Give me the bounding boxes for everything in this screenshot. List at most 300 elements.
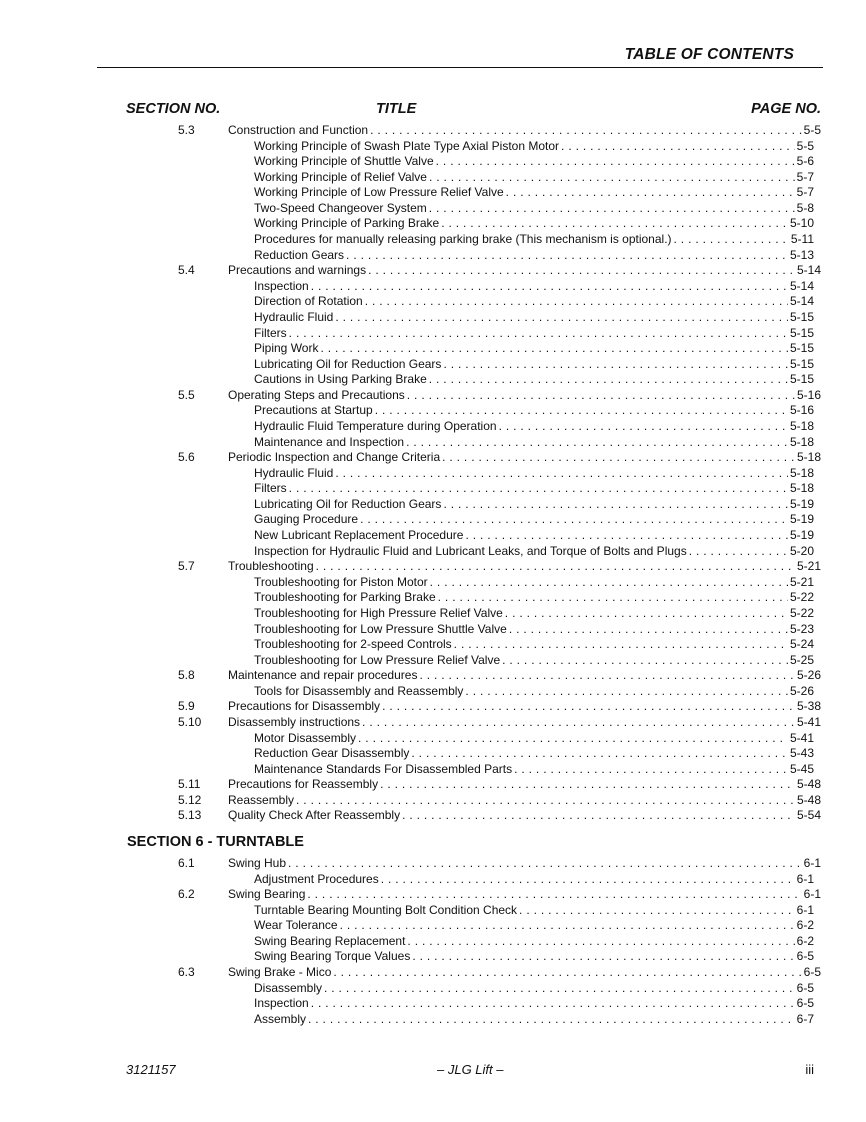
dot-leader bbox=[311, 996, 795, 1012]
dot-leader bbox=[335, 466, 788, 482]
toc-page-number[interactable]: 5-23 bbox=[789, 621, 814, 636]
toc-row[interactable] bbox=[0, 762, 866, 778]
toc-entry bbox=[254, 185, 814, 201]
toc-entry-title[interactable]: Troubleshooting for High Pressure Relief Valve bbox=[254, 605, 503, 620]
toc-page-number[interactable]: 5-25 bbox=[789, 652, 814, 667]
toc-row[interactable] bbox=[0, 996, 866, 1012]
toc-page-number[interactable]: 5-14 bbox=[789, 294, 814, 309]
toc-section-number: 5.9 bbox=[178, 699, 195, 714]
toc-entry-title[interactable]: Troubleshooting bbox=[228, 559, 314, 574]
toc-row[interactable] bbox=[0, 123, 866, 139]
toc-entry bbox=[254, 949, 814, 965]
toc-row[interactable] bbox=[0, 731, 866, 747]
toc-entry bbox=[254, 248, 814, 264]
dot-leader bbox=[689, 544, 788, 560]
toc-page-number[interactable]: 5-38 bbox=[796, 699, 821, 714]
toc-row[interactable] bbox=[0, 746, 866, 762]
section-heading-row bbox=[0, 824, 866, 854]
toc-entry-title[interactable]: Piping Work bbox=[254, 341, 319, 356]
toc-entry-title[interactable]: Assembly bbox=[254, 1011, 307, 1026]
toc-page-number[interactable]: 5-5 bbox=[796, 138, 814, 153]
dot-leader bbox=[514, 762, 788, 778]
toc-page-number[interactable]: 5-14 bbox=[789, 278, 814, 293]
toc-row[interactable] bbox=[0, 481, 866, 497]
toc-entry-title[interactable]: Troubleshooting for Parking Brake bbox=[254, 590, 436, 605]
toc-entry bbox=[254, 170, 814, 186]
toc-row[interactable] bbox=[0, 232, 866, 248]
dot-leader bbox=[382, 699, 795, 715]
toc-page-number[interactable]: 5-18 bbox=[789, 418, 814, 433]
toc-page-number[interactable]: 5-41 bbox=[789, 730, 814, 745]
toc-section-number: 6.1 bbox=[178, 856, 195, 871]
toc-entry-title[interactable]: Wear Tolerance bbox=[254, 918, 338, 933]
dot-leader bbox=[509, 622, 788, 638]
toc-entry-title[interactable]: Hydraulic Fluid Temperature during Operation bbox=[254, 418, 497, 433]
toc-row[interactable] bbox=[0, 637, 866, 653]
dot-leader bbox=[346, 248, 788, 264]
toc-entry-title[interactable]: Working Principle of Low Pressure Relief Valve bbox=[254, 185, 504, 200]
toc-page-number[interactable]: 6-1 bbox=[803, 856, 821, 871]
dot-leader bbox=[441, 216, 788, 232]
toc-row[interactable] bbox=[0, 528, 866, 544]
toc-entry bbox=[228, 123, 821, 139]
toc-row[interactable] bbox=[0, 403, 866, 419]
toc-entry bbox=[254, 528, 814, 544]
toc-entry bbox=[254, 201, 814, 217]
dot-leader bbox=[360, 512, 788, 528]
toc-group-section-6 bbox=[0, 856, 866, 1027]
toc-entry-title[interactable]: Maintenance and Inspection bbox=[254, 434, 405, 449]
dot-leader bbox=[429, 170, 795, 186]
toc-entry-title[interactable]: Lubricating Oil for Reduction Gears bbox=[254, 356, 442, 371]
toc-entry bbox=[254, 512, 814, 528]
toc-row[interactable] bbox=[0, 263, 866, 279]
toc-entry bbox=[228, 388, 821, 404]
toc-page-number[interactable]: 5-15 bbox=[789, 325, 814, 340]
dot-leader bbox=[407, 388, 795, 404]
toc-entry-title[interactable]: Reduction Gears bbox=[254, 247, 345, 262]
toc-entry bbox=[254, 903, 814, 919]
toc-page-number[interactable]: 5-19 bbox=[789, 512, 814, 527]
toc-entry bbox=[228, 668, 821, 684]
dot-leader bbox=[407, 934, 794, 950]
toc-entry-title[interactable]: Troubleshooting for Low Pressure Shuttle Valve bbox=[254, 621, 507, 636]
toc-page-number[interactable]: 5-6 bbox=[796, 154, 814, 169]
dot-leader bbox=[519, 903, 795, 919]
toc-row[interactable] bbox=[0, 856, 866, 872]
toc-section-number: 5.5 bbox=[178, 387, 195, 402]
toc-page-number[interactable]: 6-7 bbox=[796, 1011, 814, 1026]
toc-entry bbox=[254, 310, 814, 326]
toc-row[interactable] bbox=[0, 575, 866, 591]
toc-entry bbox=[254, 341, 814, 357]
toc-row[interactable] bbox=[0, 559, 866, 575]
toc-row[interactable] bbox=[0, 934, 866, 950]
toc-row[interactable] bbox=[0, 201, 866, 217]
dot-leader bbox=[674, 232, 789, 248]
toc-entry-title[interactable]: Precautions at Startup bbox=[254, 403, 373, 418]
dot-leader bbox=[358, 731, 788, 747]
toc-entry bbox=[254, 403, 814, 419]
toc-page-number[interactable]: 5-14 bbox=[796, 263, 821, 278]
toc-row[interactable] bbox=[0, 684, 866, 700]
dot-leader bbox=[365, 294, 788, 310]
toc-row[interactable] bbox=[0, 949, 866, 965]
toc-entry-title[interactable]: Swing Hub bbox=[228, 856, 287, 871]
toc-entry-title[interactable]: Maintenance and repair procedures bbox=[228, 668, 418, 683]
toc-page-number[interactable]: 5-18 bbox=[789, 465, 814, 480]
toc-row[interactable] bbox=[0, 1012, 866, 1028]
toc-page-number[interactable]: 5-26 bbox=[789, 683, 814, 698]
toc-page-number[interactable]: 5-22 bbox=[789, 590, 814, 605]
toc-page-number[interactable]: 5-18 bbox=[789, 434, 814, 449]
toc-row[interactable] bbox=[0, 544, 866, 560]
toc-row[interactable] bbox=[0, 310, 866, 326]
toc-page-number[interactable]: 5-15 bbox=[789, 356, 814, 371]
dot-leader bbox=[308, 1012, 795, 1028]
toc-page-number[interactable]: 6-1 bbox=[803, 887, 821, 902]
toc-entry bbox=[254, 357, 814, 373]
toc-section-number: 5.4 bbox=[178, 263, 195, 278]
toc-page-number[interactable]: 5-43 bbox=[789, 746, 814, 761]
toc-entry bbox=[254, 544, 814, 560]
toc-row[interactable] bbox=[0, 887, 866, 903]
dot-leader bbox=[465, 528, 788, 544]
toc-page-number[interactable]: 5-8 bbox=[796, 200, 814, 215]
toc-entry bbox=[254, 575, 814, 591]
header-divider bbox=[97, 67, 823, 68]
toc-entry bbox=[254, 1012, 814, 1028]
toc-entry bbox=[254, 435, 814, 451]
toc-page-number[interactable]: 5-21 bbox=[796, 559, 821, 574]
dot-leader bbox=[442, 450, 795, 466]
toc-entry-title[interactable]: Disassembly bbox=[254, 980, 323, 995]
toc-entry-title[interactable]: Swing Brake - Mico bbox=[228, 965, 332, 980]
toc-entry-title[interactable]: Direction of Rotation bbox=[254, 294, 363, 309]
toc-row[interactable] bbox=[0, 606, 866, 622]
dot-leader bbox=[502, 653, 788, 669]
toc-row[interactable] bbox=[0, 435, 866, 451]
toc-row[interactable] bbox=[0, 326, 866, 342]
toc-entry bbox=[254, 606, 814, 622]
toc-entry bbox=[254, 762, 814, 778]
column-heading-title: TITLE bbox=[376, 101, 417, 117]
toc-entry-title[interactable]: Hydraulic Fluid bbox=[254, 309, 334, 324]
toc-entry-title[interactable]: Working Principle of Shuttle Valve bbox=[254, 154, 434, 169]
toc-row[interactable] bbox=[0, 668, 866, 684]
dot-leader bbox=[375, 403, 788, 419]
toc-row[interactable] bbox=[0, 622, 866, 638]
toc-row[interactable] bbox=[0, 590, 866, 606]
column-heading-page: PAGE NO. bbox=[751, 101, 821, 117]
toc-entry-title[interactable]: Working Principle of Parking Brake bbox=[254, 216, 440, 231]
dot-leader bbox=[443, 357, 788, 373]
toc-section-number: 5.13 bbox=[178, 808, 202, 823]
toc-row[interactable] bbox=[0, 466, 866, 482]
toc-entry bbox=[254, 232, 814, 248]
toc-entry bbox=[254, 684, 814, 700]
toc-page-number[interactable]: 5-18 bbox=[789, 481, 814, 496]
dot-leader bbox=[561, 139, 795, 155]
toc-entry-title[interactable]: Swing Bearing Torque Values bbox=[254, 949, 411, 964]
toc-row[interactable] bbox=[0, 497, 866, 513]
toc-entry-title[interactable]: Disassembly instructions bbox=[228, 714, 361, 729]
toc-entry-title[interactable]: Troubleshooting for 2-speed Controls bbox=[254, 637, 452, 652]
toc-row[interactable] bbox=[0, 715, 866, 731]
toc-entry-title[interactable]: Inspection bbox=[254, 278, 309, 293]
dot-leader bbox=[411, 746, 788, 762]
toc-entry bbox=[254, 481, 814, 497]
toc-entry-title[interactable]: Inspection for Hydraulic Fluid and Lubricant Leaks, and Torque of Bolts and Plugs bbox=[254, 543, 687, 558]
toc-entry-title[interactable]: Quality Check After Reassembly bbox=[228, 808, 401, 823]
toc-entry-title[interactable]: Operating Steps and Precautions bbox=[228, 387, 405, 402]
toc-entry bbox=[228, 965, 821, 981]
toc-section-number: 6.3 bbox=[178, 965, 195, 980]
column-heading-section: SECTION NO. bbox=[126, 101, 221, 117]
toc-page-number[interactable]: 6-1 bbox=[796, 871, 814, 886]
toc-row[interactable] bbox=[0, 653, 866, 669]
toc-entry bbox=[228, 715, 821, 731]
toc-entry bbox=[228, 263, 821, 279]
toc-page-number[interactable]: 5-13 bbox=[789, 247, 814, 262]
dot-leader bbox=[311, 279, 788, 295]
toc-entry bbox=[254, 497, 814, 513]
toc-page-number[interactable]: 5-26 bbox=[796, 668, 821, 683]
toc-page-number[interactable]: 5-48 bbox=[796, 777, 821, 792]
toc-page-number[interactable]: 5-7 bbox=[796, 185, 814, 200]
toc-entry-title[interactable]: Swing Bearing Replacement bbox=[254, 933, 406, 948]
toc-row[interactable] bbox=[0, 341, 866, 357]
toc-entry-title[interactable]: Precautions for Disassembly bbox=[228, 699, 381, 714]
toc-entry-title[interactable]: Working Principle of Relief Valve bbox=[254, 169, 427, 184]
dot-leader bbox=[324, 981, 795, 997]
toc-page-number[interactable]: 5-5 bbox=[803, 123, 821, 137]
dot-leader bbox=[381, 872, 795, 888]
toc-section-number: 5.7 bbox=[178, 559, 195, 574]
toc-entry-title[interactable]: Precautions for Reassembly bbox=[228, 777, 379, 792]
toc-entry bbox=[228, 808, 821, 824]
toc-page-number[interactable]: 5-11 bbox=[790, 232, 814, 247]
toc-row[interactable] bbox=[0, 903, 866, 919]
dot-leader bbox=[402, 808, 795, 824]
toc-page-number[interactable]: 5-7 bbox=[796, 169, 814, 184]
toc-page-number[interactable]: 5-22 bbox=[789, 605, 814, 620]
toc-row[interactable] bbox=[0, 185, 866, 201]
toc-entry bbox=[254, 622, 814, 638]
toc-entry bbox=[254, 653, 814, 669]
dot-leader bbox=[296, 793, 795, 809]
toc-entry bbox=[254, 637, 814, 653]
toc-page-number[interactable]: 6-5 bbox=[803, 965, 821, 980]
toc-entry bbox=[254, 466, 814, 482]
toc-entry-title[interactable]: Motor Disassembly bbox=[254, 730, 357, 745]
toc-row[interactable] bbox=[0, 170, 866, 186]
toc-row[interactable] bbox=[0, 154, 866, 170]
table-of-contents bbox=[0, 123, 866, 1027]
dot-leader bbox=[289, 481, 788, 497]
toc-row[interactable] bbox=[0, 981, 866, 997]
toc-entry bbox=[254, 731, 814, 747]
dot-leader bbox=[443, 497, 788, 513]
toc-entry-title[interactable]: Turntable Bearing Mounting Bolt Condition Check bbox=[254, 902, 518, 917]
toc-page-number[interactable]: 5-15 bbox=[789, 309, 814, 324]
toc-section-number: 5.12 bbox=[178, 792, 202, 807]
toc-page-number[interactable]: 5-48 bbox=[796, 792, 821, 807]
dot-leader bbox=[454, 637, 788, 653]
footer-page-number: iii bbox=[805, 1062, 814, 1077]
toc-section-number: 5.6 bbox=[178, 450, 195, 465]
toc-page-number[interactable]: 5-16 bbox=[789, 403, 814, 418]
toc-row[interactable] bbox=[0, 793, 866, 809]
toc-entry bbox=[254, 139, 814, 155]
toc-section-number: 5.10 bbox=[178, 714, 202, 729]
toc-entry bbox=[254, 216, 814, 232]
toc-section-number: 5.3 bbox=[178, 123, 195, 137]
toc-page-number[interactable]: 5-54 bbox=[796, 808, 821, 823]
toc-entry bbox=[228, 856, 821, 872]
toc-entry-title[interactable]: Cautions in Using Parking Brake bbox=[254, 372, 427, 387]
dot-leader bbox=[307, 887, 801, 903]
toc-page-number[interactable]: 5-24 bbox=[789, 637, 814, 652]
toc-entry bbox=[228, 559, 821, 575]
page-header-title: TABLE OF CONTENTS bbox=[624, 46, 794, 63]
toc-entry-title[interactable]: Troubleshooting for Low Pressure Relief Valve bbox=[254, 652, 501, 667]
toc-entry-title[interactable]: Gauging Procedure bbox=[254, 512, 359, 527]
toc-entry-title[interactable]: Construction and Function bbox=[228, 123, 369, 137]
toc-entry-title[interactable]: Troubleshooting for Piston Motor bbox=[254, 574, 428, 589]
toc-row[interactable] bbox=[0, 699, 866, 715]
toc-entry bbox=[228, 887, 821, 903]
toc-entry-title[interactable]: Precautions and warnings bbox=[228, 263, 367, 278]
footer-doc-number: 3121157 bbox=[126, 1062, 176, 1077]
dot-leader bbox=[436, 154, 795, 170]
toc-entry-title[interactable]: Working Principle of Swash Plate Type Axial Piston Motor bbox=[254, 138, 560, 153]
toc-entry bbox=[228, 450, 821, 466]
toc-entry bbox=[254, 934, 814, 950]
toc-page-number[interactable]: 5-21 bbox=[789, 574, 814, 589]
dot-leader bbox=[362, 715, 795, 731]
toc-page-number[interactable]: 5-20 bbox=[789, 543, 814, 558]
dot-leader bbox=[406, 435, 788, 451]
toc-entry bbox=[254, 326, 814, 342]
toc-entry bbox=[228, 699, 821, 715]
toc-section-number: 5.11 bbox=[178, 777, 201, 792]
dot-leader bbox=[370, 123, 802, 139]
dot-leader bbox=[333, 965, 801, 981]
toc-page-number[interactable]: 5-19 bbox=[789, 528, 814, 543]
dot-leader bbox=[506, 185, 795, 201]
toc-page-number[interactable]: 5-15 bbox=[789, 341, 814, 356]
toc-page-number[interactable]: 6-5 bbox=[796, 980, 814, 995]
toc-entry bbox=[254, 996, 814, 1012]
toc-entry bbox=[254, 419, 814, 435]
toc-row[interactable] bbox=[0, 419, 866, 435]
toc-page-number[interactable]: 6-2 bbox=[796, 933, 814, 948]
toc-row[interactable] bbox=[0, 808, 866, 824]
toc-row[interactable] bbox=[0, 248, 866, 264]
toc-row[interactable] bbox=[0, 512, 866, 528]
footer-publisher: – JLG Lift – bbox=[437, 1062, 504, 1077]
toc-row[interactable] bbox=[0, 279, 866, 295]
toc-page-number[interactable]: 5-15 bbox=[789, 372, 814, 387]
toc-entry bbox=[254, 872, 814, 888]
toc-row[interactable] bbox=[0, 965, 866, 981]
toc-entry-title[interactable]: Swing Bearing bbox=[228, 887, 306, 902]
toc-group-section-5 bbox=[0, 123, 866, 824]
toc-entry-title[interactable]: Filters bbox=[254, 481, 287, 496]
toc-entry bbox=[254, 154, 814, 170]
toc-entry-title[interactable]: Hydraulic Fluid bbox=[254, 465, 334, 480]
toc-entry-title[interactable]: Adjustment Procedures bbox=[254, 871, 379, 886]
toc-row[interactable] bbox=[0, 918, 866, 934]
toc-row[interactable] bbox=[0, 777, 866, 793]
toc-entry-title[interactable]: Two-Speed Changeover System bbox=[254, 200, 427, 215]
toc-entry bbox=[228, 777, 821, 793]
toc-section-number: 6.2 bbox=[178, 887, 195, 902]
toc-entry bbox=[254, 918, 814, 934]
toc-section-number: 5.8 bbox=[178, 668, 195, 683]
toc-row[interactable] bbox=[0, 357, 866, 373]
toc-row[interactable] bbox=[0, 139, 866, 155]
toc-entry-title[interactable]: New Lubricant Replacement Procedure bbox=[254, 528, 464, 543]
toc-page-number[interactable]: 6-5 bbox=[796, 996, 814, 1011]
toc-entry-title[interactable]: Periodic Inspection and Change Criteria bbox=[228, 450, 441, 465]
toc-entry-title[interactable]: Tools for Disassembly and Reassembly bbox=[254, 683, 464, 698]
dot-leader bbox=[335, 310, 788, 326]
toc-row[interactable] bbox=[0, 450, 866, 466]
toc-page-number[interactable]: 5-16 bbox=[796, 387, 821, 402]
dot-leader bbox=[465, 684, 788, 700]
toc-entry-title[interactable]: Filters bbox=[254, 325, 287, 340]
dot-leader bbox=[429, 201, 795, 217]
toc-page-number[interactable]: 6-2 bbox=[796, 918, 814, 933]
toc-entry bbox=[254, 372, 814, 388]
dot-leader bbox=[419, 668, 795, 684]
toc-entry bbox=[254, 590, 814, 606]
toc-page-number[interactable]: 5-41 bbox=[796, 714, 821, 729]
toc-entry-title[interactable]: Reassembly bbox=[228, 792, 295, 807]
toc-entry-title[interactable]: Reduction Gear Disassembly bbox=[254, 746, 410, 761]
toc-entry bbox=[254, 279, 814, 295]
toc-entry-title[interactable]: Inspection bbox=[254, 996, 309, 1011]
dot-leader bbox=[430, 575, 788, 591]
toc-entry bbox=[228, 793, 821, 809]
toc-row[interactable] bbox=[0, 294, 866, 310]
toc-page-number[interactable]: 5-18 bbox=[796, 450, 821, 465]
toc-entry bbox=[254, 294, 814, 310]
toc-row[interactable] bbox=[0, 216, 866, 232]
toc-row[interactable] bbox=[0, 372, 866, 388]
dot-leader bbox=[288, 856, 802, 872]
dot-leader bbox=[499, 419, 788, 435]
toc-page-number[interactable]: 5-10 bbox=[789, 216, 814, 231]
dot-leader bbox=[340, 918, 795, 934]
toc-page-number[interactable]: 6-5 bbox=[796, 949, 814, 964]
toc-page-number[interactable]: 6-1 bbox=[796, 902, 814, 917]
dot-leader bbox=[438, 590, 788, 606]
dot-leader bbox=[320, 341, 787, 357]
toc-row[interactable] bbox=[0, 872, 866, 888]
toc-entry bbox=[254, 981, 814, 997]
toc-entry-title[interactable]: Lubricating Oil for Reduction Gears bbox=[254, 496, 442, 511]
section-6-heading[interactable]: SECTION 6 - TURNTABLE bbox=[127, 834, 304, 851]
toc-entry-title[interactable]: Procedures for manually releasing parking brake (This mechanism is optional.) bbox=[254, 232, 672, 247]
toc-row[interactable] bbox=[0, 388, 866, 404]
toc-page-number[interactable]: 5-45 bbox=[789, 761, 814, 776]
toc-entry bbox=[254, 746, 814, 762]
toc-entry-title[interactable]: Maintenance Standards For Disassembled Parts bbox=[254, 761, 513, 776]
toc-page-number[interactable]: 5-19 bbox=[789, 496, 814, 511]
